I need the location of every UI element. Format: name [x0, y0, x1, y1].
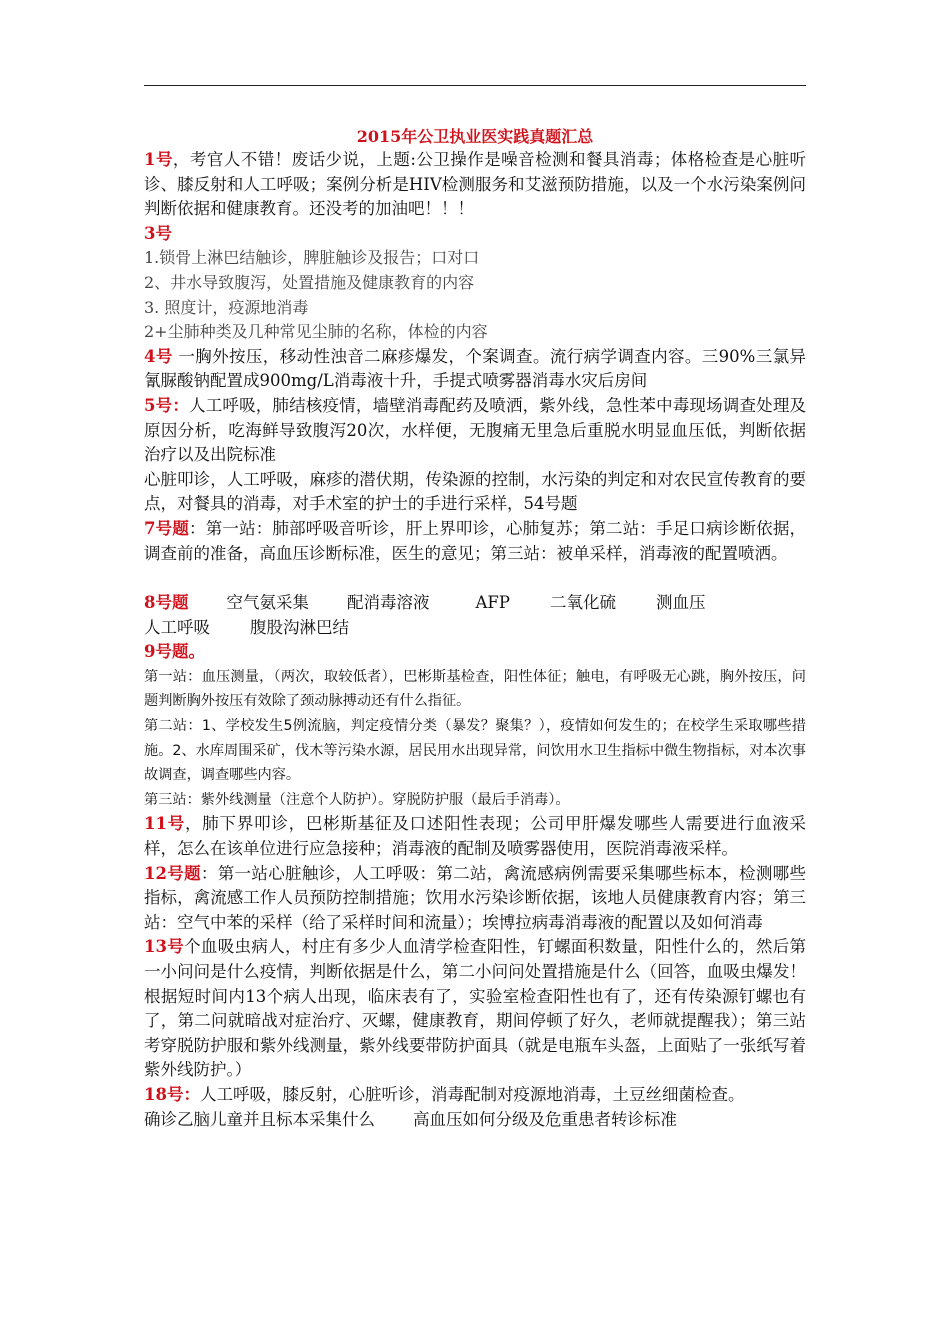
item-3-4: 2+尘肺种类及几种常见尘肺的名称，体检的内容 — [144, 322, 488, 342]
label-12: 12号题 — [144, 863, 201, 883]
label-4: 4号 — [144, 346, 173, 366]
text-5: 人工呼吸，肺结核疫情，墙壁消毒配药及喷洒，紫外线，急性苯中毒现场调查处理及原因分析，吃海鲜导致腹泻20次，水样便，无腹痛无里急后重脱水明显血压低，判断依据治疗以及出院标准 — [144, 395, 807, 465]
last-item-a: 确诊乙脑儿童并且标本采集什么 — [144, 1109, 375, 1129]
paragraph-5 — [144, 394, 806, 468]
item-3-2: 2、井水导致腹泻，处置措施及健康教育的内容 — [144, 272, 475, 292]
text-18: 人工呼吸，膝反射，心脏听诊，消毒配制对疫源地消毒，土豆丝细菌检查。 — [199, 1084, 745, 1104]
text-7: ：第一站：肺部呼吸音听诊，肝上界叩诊，心肺复苏；第二站：手足口病诊断依据，调查前的准备，高血压诊断标准，医生的意见；第三站：被单采样，消毒液的配置喷洒。 — [144, 518, 807, 563]
paragraph-8 — [144, 591, 806, 640]
station-9-3: 第三站：紫外线测量（注意个人防护）。穿脱防护服（最后手消毒）。 — [144, 791, 570, 808]
text-12: ：第一站心脏触诊，人工呼吸：第二站，禽流感病例需要采集哪些标本，检测哪些指标，禽流感工作人员预防控制措施；饮用水污染诊断依据，该地人员健康教育内容；第三站：空气中苯的采样（给了采样时间和流量）；埃博拉病毒消毒液的配置以及如何消毒 — [144, 863, 807, 932]
label-3: 3号 — [144, 223, 172, 243]
paragraph-13 — [144, 935, 806, 1083]
label-11: 11号 — [144, 814, 186, 834]
paragraph-4 — [144, 345, 806, 394]
text-4: 一胸外按压，移动性浊音二麻疹爆发，个案调查。流行病学调查内容。三90%三氯异氰脲酸钠配置成900mg/L消毒液十升，手提式喷雾器消毒水灾后房间 — [144, 346, 806, 391]
header-rule — [144, 85, 806, 86]
text-11: ，肺下界叩诊，巴彬斯基征及口述阳性表现；公司甲肝爆发哪些人需要进行血液采样，怎么在该单位进行应急接种；消毒液的配制及喷雾器使用，医院消毒液采样。 — [144, 814, 807, 859]
paragraph-7 — [144, 517, 806, 566]
item-3-3: 3. 照度计，疫源地消毒 — [144, 297, 309, 317]
item-8-7: 腹股沟淋巴结 — [250, 617, 349, 637]
label-9: 9号题。 — [144, 642, 205, 662]
last-item-b: 高血压如何分级及危重患者转诊标准 — [413, 1109, 677, 1129]
text-1: ，考官人不错！废话少说，上题:公卫操作是噪音检测和餐具消毒；体格检查是心脏听诊、膝反射和人工呼吸；案例分析是HIV检测服务和艾滋预防措施，以及一个水污染案例问判断依据和健康教育。还没考的加油吧！！！ — [144, 150, 806, 219]
label-13: 13号 — [144, 937, 185, 957]
paragraph-54: 心脏叩诊，人工呼吸，麻疹的潜伏期，传染源的控制，水污染的判定和对农民宣传教育的要点，对餐具的消毒，对手术室的护士的手进行采样，54号题 — [144, 469, 806, 514]
item-3-1: 1.锁骨上淋巴结触诊，脾脏触诊及报告；口对口 — [144, 248, 480, 268]
item-8-3: AFP — [475, 593, 510, 613]
station-9-1: 第一站：血压测量，（两次，取较低者），巴彬斯基检查，阳性体征；触电，有呼吸无心跳，胸外按压，问题判断胸外按压有效除了颈动脉搏动还有什么指征。 — [144, 668, 806, 710]
station-9-2: 第二站：1、学校发生5例流脑，判定疫情分类（暴发？聚集？），疫情如何发生的；在校学生采取哪些措施。2、水库周围采矿，伐木等污染水源，居民用水出现异常，问饮用水卫生指标中微生物指标，对本次事故调查，调查哪些内容。 — [144, 718, 806, 784]
item-8-2: 配消毒溶液 — [346, 593, 430, 613]
spacer — [144, 566, 806, 591]
label-8: 8号题 — [144, 593, 189, 613]
item-8-6: 人工呼吸 — [144, 617, 210, 637]
item-8-4: 二氧化硫 — [549, 593, 616, 613]
paragraph-12 — [144, 862, 806, 936]
label-18: 18号： — [144, 1084, 200, 1104]
label-5: 5号： — [144, 395, 190, 415]
document-title: 2015年公卫执业医实践真题汇总 — [356, 127, 594, 146]
text-13: 个血吸虫病人，村庄有多少人血清学检查阳性，钉螺面积数量，阳性什么的，然后第一小问问是什么疫情，判断依据是什么，第二小问问处置措施是什么（回答，血吸虫爆发！根据短时间内13个病人出现，临床表有了，实验室检查阳性也有了，还有传染源钉螺也有了，第二问就暗战对症治疗、灭螺，健康教育，期间停顿了好久，老师就提醒我）；第三站考穿脱防护服和紫外线测量，紫外线要带防护面具（就是电瓶车头盔，上面贴了一张纸写着紫外线防护。） — [144, 937, 807, 1080]
document-body — [144, 126, 806, 1132]
paragraph-1 — [144, 148, 806, 222]
item-8-1: 空气氨采集 — [226, 593, 309, 613]
label-7: 7号题 — [144, 518, 190, 538]
paragraph-11 — [144, 812, 806, 861]
paragraph-18 — [144, 1083, 806, 1108]
item-8-5: 测血压 — [655, 593, 706, 613]
paragraph-last — [144, 1108, 806, 1133]
label-1: 1号 — [144, 150, 173, 169]
